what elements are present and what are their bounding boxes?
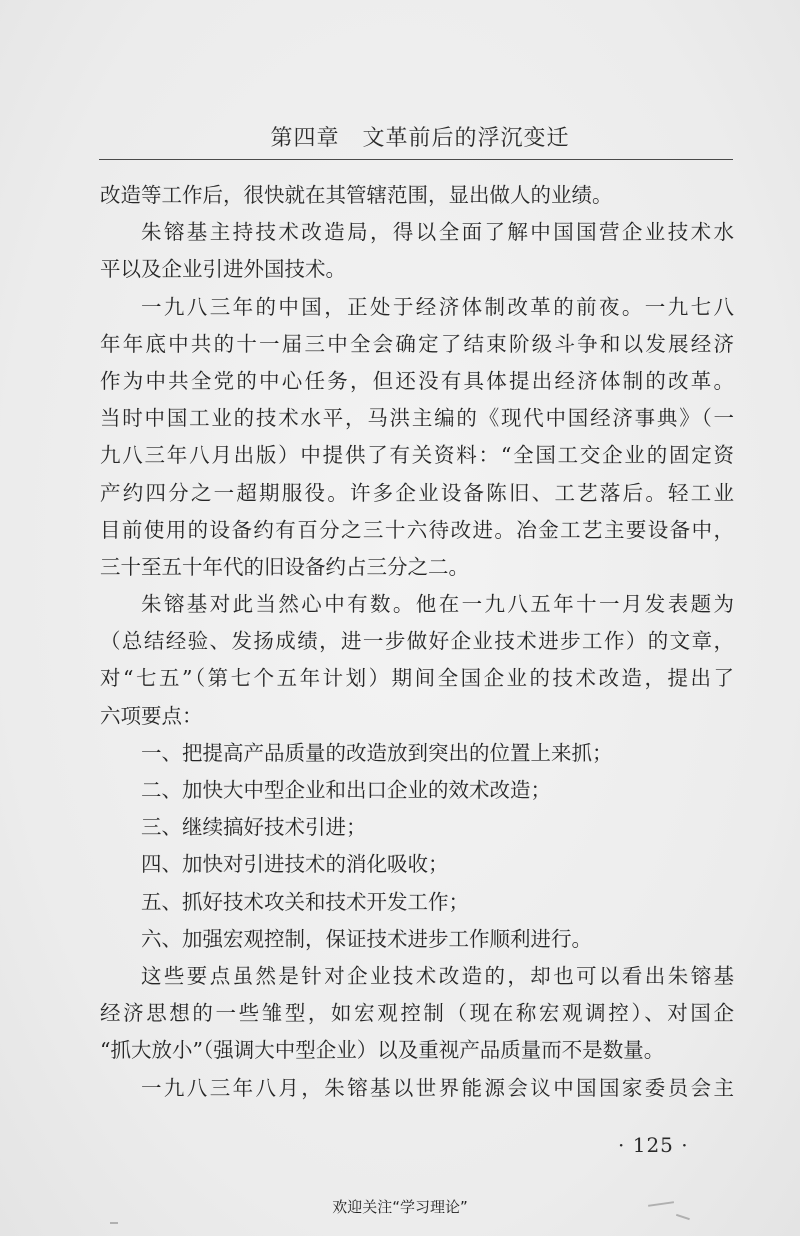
text-line: “抓大放小”（强调大中型企业）以及重视产品质量而不是数量。 xyxy=(100,1038,665,1063)
text-line: 九八三年八月出版）中提供了有关资料：“全国工交企业的固定资 xyxy=(100,443,734,468)
running-header-title: 第四章 文革前后的浮沉变迁 xyxy=(270,126,570,151)
text-line: 当时中国工业的技术水平，马洪主编的《现代中国经济事典》（一 xyxy=(100,406,734,431)
text-line: 产约四分之一超期服役。许多企业设备陈旧、工艺落后。轻工业 xyxy=(100,480,734,505)
body-text xyxy=(100,177,734,1107)
scan-speck xyxy=(110,1222,118,1224)
text-line: 六项要点： xyxy=(100,703,203,728)
text-line: 一九八三年八月，朱镕基以世界能源会议中国国家委员会主 xyxy=(141,1075,734,1100)
text-line: 作为中共全党的中心任务，但还没有具体提出经济体制的改革。 xyxy=(100,368,734,393)
text-line: 一九八三年的中国，正处于经济体制改革的前夜。一九七八 xyxy=(141,294,734,319)
text-line: 朱镕基对此当然心中有数。他在一九八五年十一月发表题为 xyxy=(141,592,734,617)
text-line: 平以及企业引进外国技术。 xyxy=(100,257,346,282)
text-line: 三、继续搞好技术引进； xyxy=(141,815,367,840)
text-line: 五、抓好技术攻关和技术开发工作； xyxy=(141,889,469,914)
text-line: 年年底中共的十一届三中全会确定了结束阶级斗争和以发展经济 xyxy=(100,331,734,356)
text-line: 经济思想的一些雏型，如宏观控制（现在称宏观调控）、对国企 xyxy=(100,1001,734,1026)
text-line: 对“七五”（第七个五年计划）期间全国企业的技术改造，提出了 xyxy=(100,666,734,691)
text-line: 改造等工作后，很快就在其管辖范围，显出做人的业绩。 xyxy=(100,183,613,207)
text-line: 一、把提高产品质量的改造放到突出的位置上来抓； xyxy=(141,740,613,765)
text-line: 这些要点虽然是针对企业技术改造的，却也可以看出朱镕基 xyxy=(141,963,734,988)
page-number: · 125 · xyxy=(618,1133,689,1157)
text-line: 二、加快大中型企业和出口企业的效术改造； xyxy=(141,778,551,802)
text-line: 朱镕基主持技术改造局，得以全面了解中国国营企业技术水 xyxy=(141,220,734,245)
text-line: 目前使用的设备约有百分之三十六待改进。冶金工艺主要设备中， xyxy=(100,517,734,542)
header-rule xyxy=(99,159,733,160)
text-line: 三十至五十年代的旧设备约占三分之二。 xyxy=(100,554,469,579)
text-line: （总结经验、发扬成绩，进一步做好企业技术进步工作）的文章， xyxy=(100,629,734,654)
footer-note: 欢迎关注“学习理论” xyxy=(332,1198,468,1216)
text-line: 四、加快对引进技术的消化吸收； xyxy=(141,852,449,877)
text-line: 六、加强宏观控制，保证技术进步工作顺利进行。 xyxy=(141,926,592,951)
